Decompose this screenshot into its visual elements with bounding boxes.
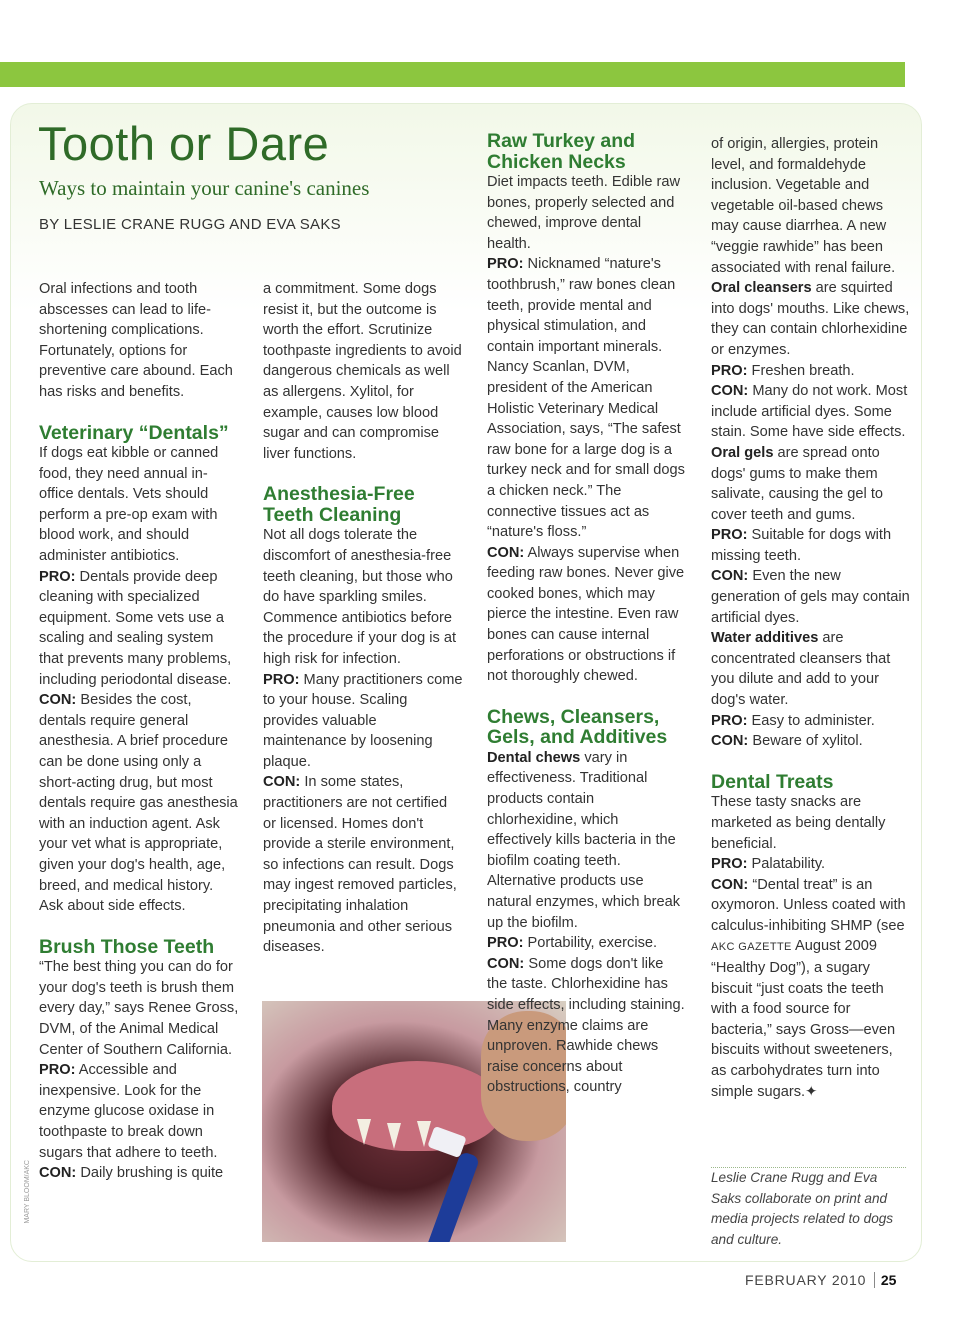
oral-gels-text: are spread onto dogs' gums to make them salivate, causing the gel to cover teeth and gums. bbox=[711, 444, 883, 523]
dentals-pro-text: Dentals provide deep cleaning with specialized equipment. Some vets use a scaling and sealing system that prevents many problems, including periodontal disease. bbox=[39, 568, 232, 688]
turkey-con bbox=[487, 543, 687, 687]
dentals-body: If dogs eat kibble or canned food, they need annual in-office dentals. Vets should perform a pre-op exam with blood work, and should administer antibiotics. bbox=[39, 445, 219, 565]
con-label: CON: bbox=[711, 568, 749, 585]
oral-gels bbox=[711, 443, 911, 525]
page-number: 25 bbox=[874, 1272, 897, 1288]
section-heading-dental-treats: Dental Treats bbox=[711, 770, 834, 793]
byline: BY LESLIE CRANE RUGG AND EVA SAKS bbox=[39, 216, 341, 233]
treats-body: These tasty snacks are marketed as being dentally beneficial. bbox=[711, 794, 886, 852]
pro-label: PRO: bbox=[487, 935, 524, 952]
oral-pro-text: Freshen breath. bbox=[751, 362, 855, 379]
treats-pro-text: Palatability. bbox=[751, 856, 826, 873]
column-2 bbox=[263, 279, 463, 958]
article-title: Tooth or Dare bbox=[38, 117, 330, 170]
gels-pro-text: Suitable for dogs with missing teeth. bbox=[711, 527, 892, 564]
anesthesia-pro bbox=[263, 670, 463, 773]
pro-label: PRO: bbox=[711, 527, 748, 544]
anesthesia-pro-text: Many practitioners come to your house. Scaling provides valuable maintenance by loosening plaque. bbox=[263, 671, 463, 770]
turkey-body: Diet impacts teeth. Edible raw bones, properly selected and chewed, improve dental health. bbox=[487, 174, 681, 252]
chews-con-text-a: Some dogs don't like bbox=[528, 955, 664, 972]
treats-con-text-a: “Dental treat” is an oxymoron. Unless coated with calculus-inhibiting SHMP (see bbox=[711, 876, 906, 934]
turkey-pro-text: Nicknamed “nature's toothbrush,” raw bones clean teeth, provide mental and physical stimulation, and contain important minerals. Nancy Scanlan, DVM, president of the American Holistic Veterinary Medical Association, says, “The safest raw bone for a large dog is a turkey neck and for small dogs a chicken neck.” The connective tissues act as “nature's floss.” bbox=[487, 256, 685, 541]
oral-cleansers-text: are squirted into dogs' mouths. Like chews, they can contain chlorhexidine or enzymes. bbox=[711, 280, 910, 358]
akc-gazette-reference: AKC GAZETTE bbox=[711, 941, 792, 954]
page-footer bbox=[745, 1272, 896, 1288]
dentals-con bbox=[39, 690, 239, 917]
pro-label: PRO: bbox=[39, 1062, 76, 1079]
pro-label: PRO: bbox=[711, 362, 748, 379]
brush-pro bbox=[39, 1060, 239, 1163]
oral-cleansers bbox=[711, 278, 911, 360]
turkey-pro bbox=[487, 254, 687, 542]
oral-gels-pro bbox=[711, 525, 911, 566]
section-heading-dentals: Veterinary “Dentals” bbox=[39, 421, 229, 444]
chews-pro-text: Portability, exercise. bbox=[527, 935, 658, 952]
water-con-text: Beware of xylitol. bbox=[752, 733, 863, 750]
section-heading-chews: Chews, Cleansers, Gels, and Additives bbox=[487, 705, 668, 749]
oral-con-text: Many do not work. Most include artificial dyes. Some stain. Some have side effects. bbox=[711, 383, 908, 441]
pro-label: PRO: bbox=[39, 568, 76, 585]
chews-pro bbox=[487, 933, 687, 954]
treats-pro bbox=[711, 854, 911, 875]
water-additives-con bbox=[711, 731, 911, 752]
con-label: CON: bbox=[711, 383, 749, 400]
oral-gels-lead: Oral gels bbox=[711, 444, 774, 461]
chews-body bbox=[487, 748, 687, 933]
con-label: CON: bbox=[263, 774, 301, 791]
brush-con bbox=[39, 1163, 239, 1184]
toothbrush-handle-shape bbox=[424, 1151, 480, 1242]
author-bio-text: Leslie Crane Rugg and Eva Saks collaborate on print and media projects related to dogs and culture. bbox=[711, 1170, 894, 1247]
water-additives-pro bbox=[711, 711, 911, 732]
oral-cleansers-con bbox=[711, 381, 911, 443]
header-accent-bar bbox=[0, 62, 905, 87]
con-label: CON: bbox=[39, 692, 77, 709]
water-additives-text: are concentrated cleansers that you dilute and add to your dog's water. bbox=[711, 630, 891, 709]
column-1 bbox=[39, 279, 239, 1184]
anesthesia-body: Not all dogs tolerate the discomfort of anesthesia-free teeth cleaning, but those who do have sparkling smiles. Commence antibiotics before the procedure if your dog is at high risk for infection. bbox=[263, 527, 457, 667]
turkey-con-text: Always supervise when feeding raw bones. Never give cooked bones, which may pierce the intestine. Even raw bones can cause internal perforations or obstructions if not thoroughly chewed. bbox=[487, 544, 685, 685]
chews-con bbox=[487, 954, 687, 975]
water-additives bbox=[711, 628, 911, 710]
dentals-con-text: Besides the cost, dentals require general anesthesia. A brief procedure can be done using only a short-acting drug, but most dentals require gas anesthesia with an induction agent. Ask your vet what is appropriate, given your dog's health, age, breed, and medical history. Ask about side effects. bbox=[39, 692, 238, 915]
tooth-shape bbox=[387, 1123, 401, 1149]
brush-con-text: Daily brushing is quite bbox=[80, 1165, 224, 1182]
chews-lead: Dental chews bbox=[487, 749, 581, 766]
pro-label: PRO: bbox=[263, 671, 300, 688]
pro-label: PRO: bbox=[711, 856, 748, 873]
author-bio bbox=[711, 1167, 906, 1250]
con-label: CON: bbox=[487, 544, 525, 561]
chews-con-wrapped: the taste. Chlorhexidine has side effects, including staining. Many enzyme claims are unproven. Rawhide chews raise concerns about obstructions, country bbox=[487, 976, 685, 1096]
brush-pro-text: Accessible and inexpensive. Look for the enzyme glucose oxidase in toothpaste to break down sugars that adhere to teeth. bbox=[39, 1062, 218, 1161]
oral-cleansers-pro bbox=[711, 361, 911, 382]
brush-continued: a commitment. Some dogs resist it, but the outcome is worth the effort. Scrutinize toothpaste ingredients to avoid dangerous chemicals as well as allergens. Xylitol, for example, causes low blood sugar and can compromise liver functions. bbox=[263, 281, 462, 462]
con-label: CON: bbox=[711, 733, 749, 750]
treats-con-text-b: August 2009 “Healthy Dog”), a sugary biscuit “just coats the teeth with a food source for bacteria,” says Gross—even biscuits without sweeteners, as carbohydrates turn into simple sugars.✦ bbox=[711, 938, 896, 1100]
water-pro-text: Easy to administer. bbox=[751, 712, 875, 729]
pro-label: PRO: bbox=[487, 256, 524, 273]
oral-cleansers-lead: Oral cleansers bbox=[711, 280, 812, 297]
pro-label: PRO: bbox=[711, 712, 748, 729]
intro-paragraph: Oral infections and tooth abscesses can lead to life-shortening complications. Fortunately, options for preventive care abound. Each has risks and benefits. bbox=[39, 281, 233, 400]
chews-body-text: vary in effectiveness. Traditional products contain chlorhexidine, which effectively kills bacteria in the biofilm coating teeth. Alternative products use natural enzymes, which break up the biofilm. bbox=[487, 749, 681, 931]
con-label: CON: bbox=[39, 1165, 77, 1182]
photo-credit: MARY BLOOM/AKC bbox=[24, 1160, 31, 1224]
issue-date: FEBRUARY 2010 bbox=[745, 1272, 867, 1288]
gels-con-text: Even the new generation of gels may contain artificial dyes. bbox=[711, 568, 910, 626]
column-4 bbox=[711, 134, 911, 1102]
water-additives-lead: Water additives bbox=[711, 630, 819, 647]
treats-con bbox=[711, 875, 911, 1103]
column-3 bbox=[487, 131, 687, 1098]
anesthesia-con-text: In some states, practitioners are not certified or licensed. Homes don't provide a sterile environment, so infections can result. Dogs may ingest removed particles, precipitating inhalation pneumonia and other serious diseases. bbox=[263, 774, 457, 956]
con-label: CON: bbox=[711, 876, 749, 893]
oral-gels-con bbox=[711, 566, 911, 628]
con-label: CON: bbox=[487, 955, 525, 972]
brush-body: “The best thing you can do for your dog's teeth is brush them every day,” says Renee Gross, DVM, of the Animal Medical Center of Southern California. bbox=[39, 959, 239, 1058]
article-subtitle: Ways to maintain your canine's canines bbox=[39, 176, 370, 200]
section-heading-brush: Brush Those Teeth bbox=[39, 935, 215, 958]
dentals-pro bbox=[39, 567, 239, 691]
tooth-shape bbox=[357, 1119, 371, 1145]
section-heading-anesthesia-free: Anesthesia-Free Teeth Cleaning bbox=[263, 483, 415, 526]
section-heading-raw-turkey: Raw Turkey and Chicken Necks bbox=[487, 130, 636, 173]
anesthesia-con bbox=[263, 772, 463, 957]
chews-continued: of origin, allergies, protein level, and formaldehyde inclusion. Vegetable and vegetable oil-based chews may cause diarrhea. A new “veggie rawhide” has been associated with renal failure. bbox=[711, 136, 896, 276]
